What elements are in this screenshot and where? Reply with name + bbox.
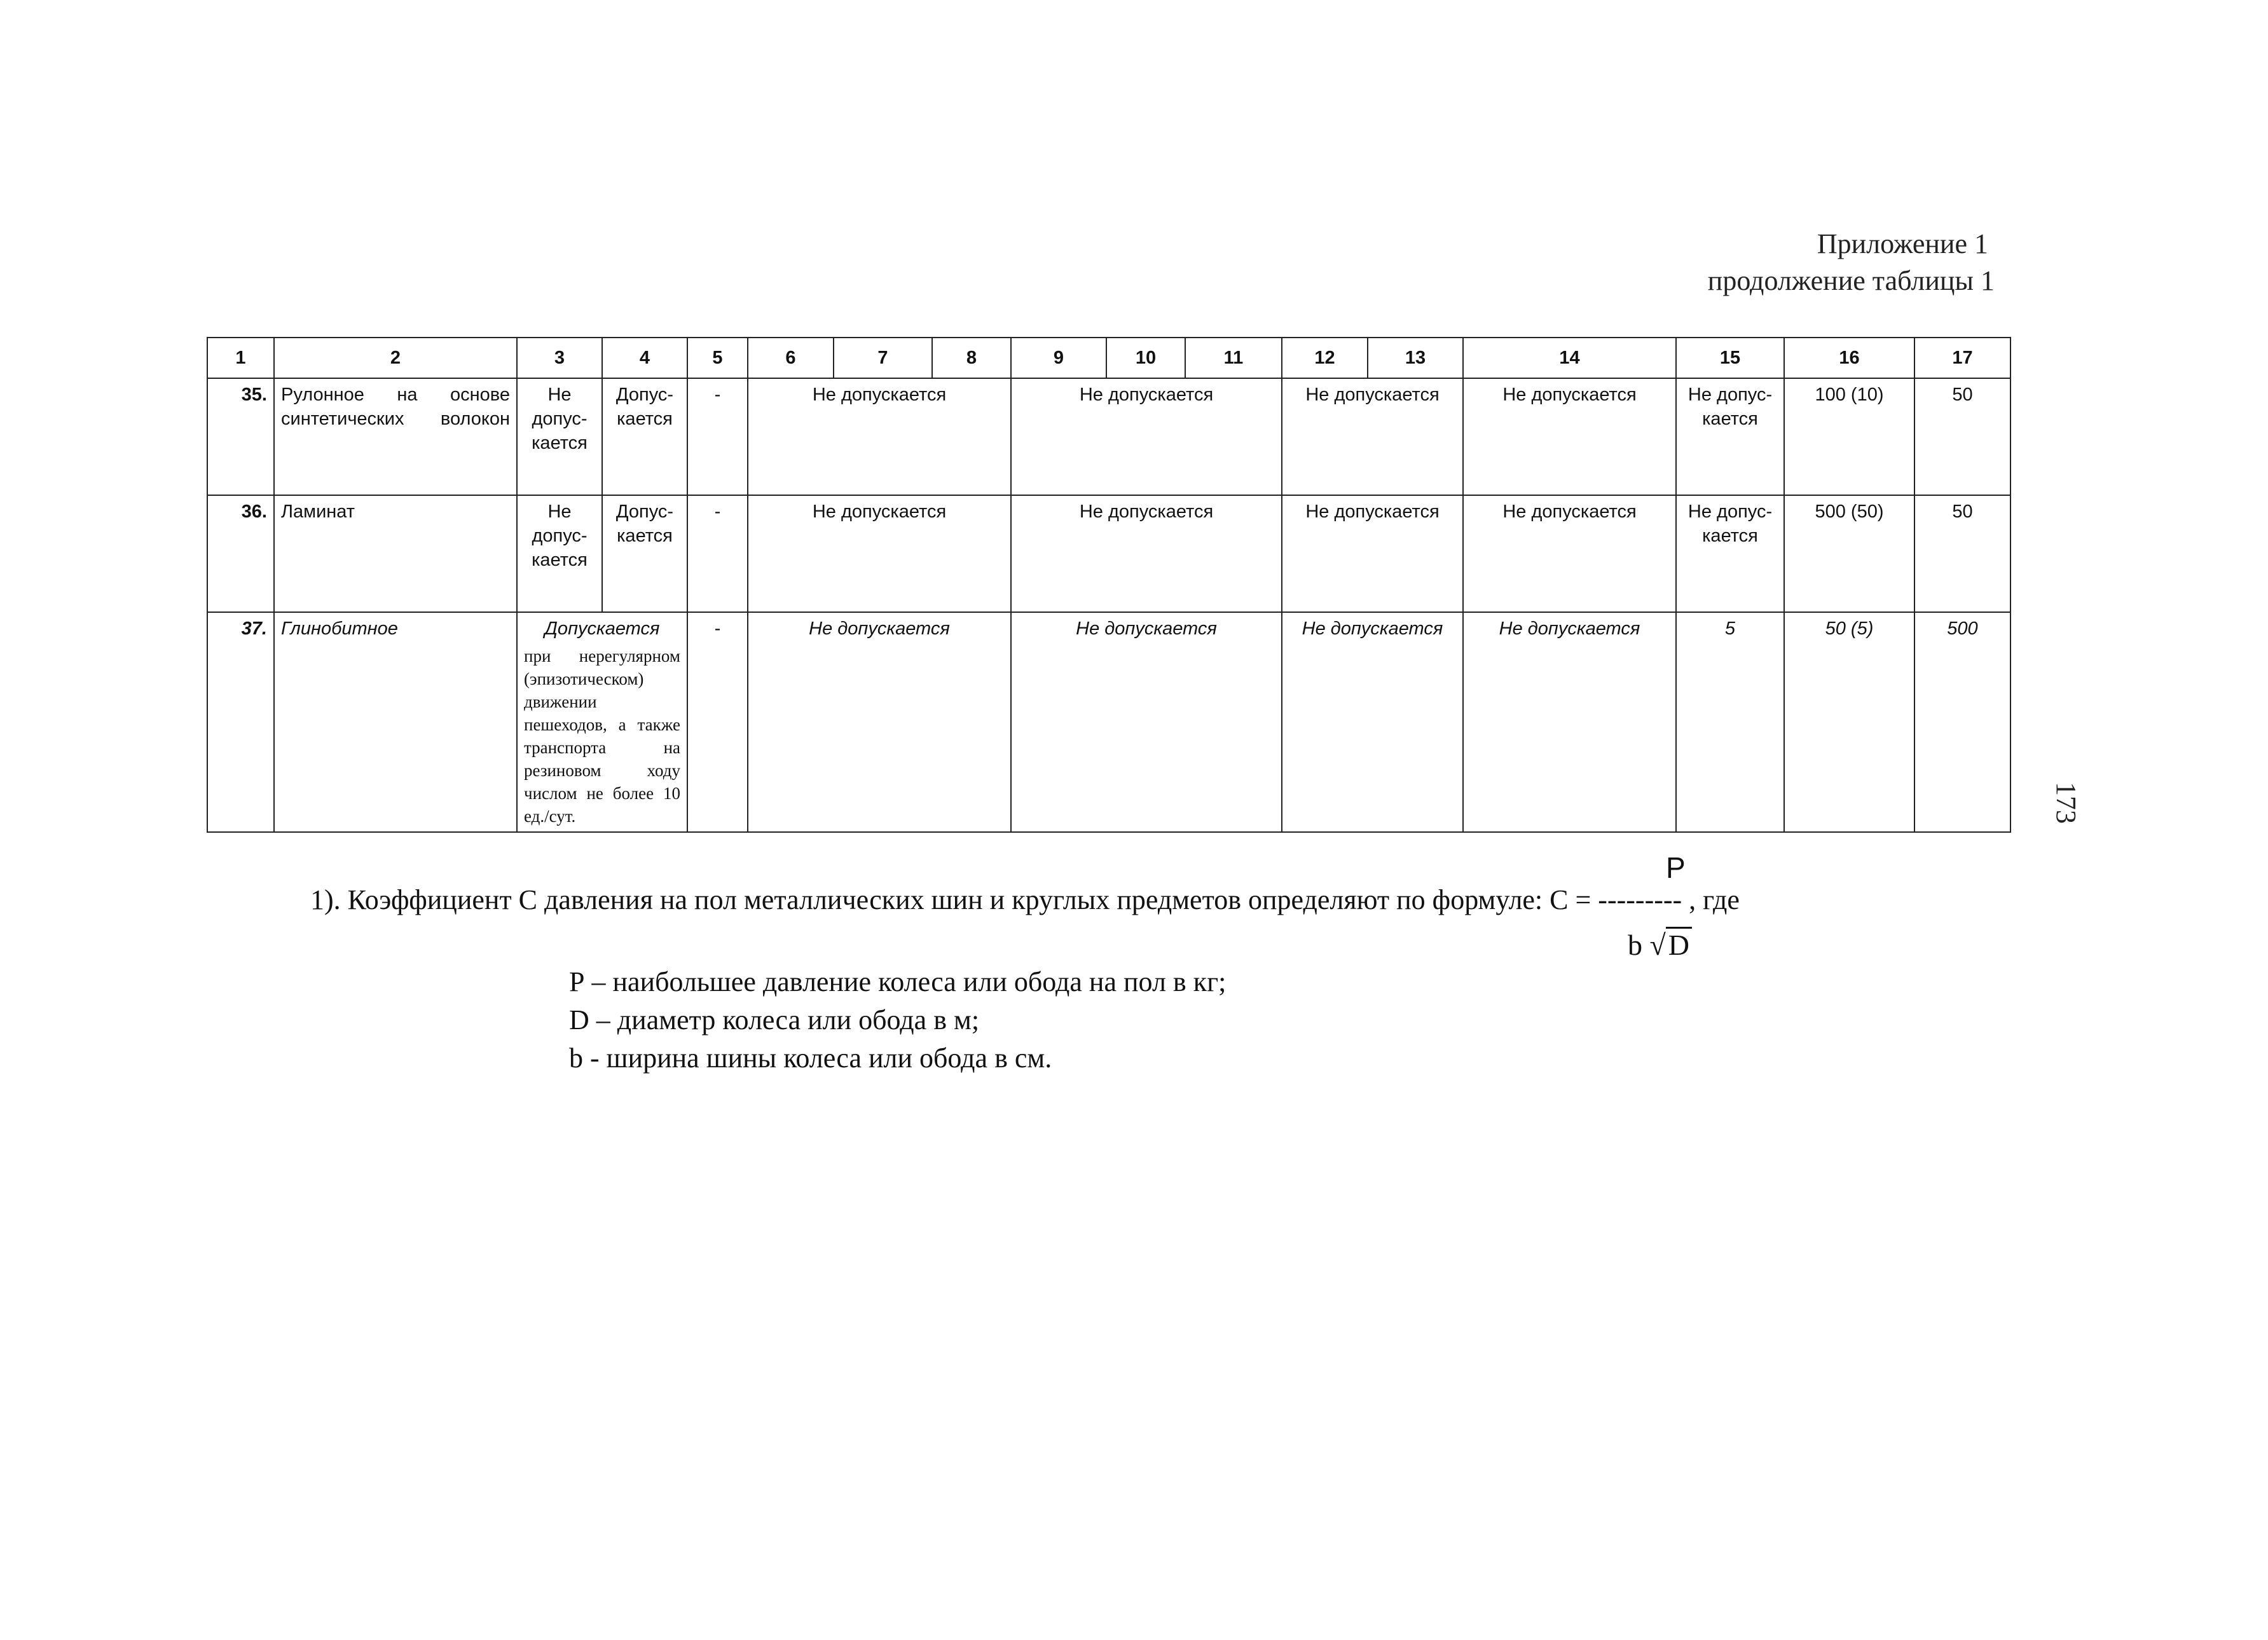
appendix-header (1707, 226, 1995, 299)
sqrt-symbol: √ (1649, 929, 1666, 961)
cell-c17: 500 (1914, 612, 2010, 832)
col-number: 12 (1282, 338, 1368, 378)
cell-c14: Не допускается (1463, 378, 1676, 495)
col-number: 7 (834, 338, 932, 378)
cell-c3-4-note: при нерегулярном (эпизотическом) движении пешеходов, а также транспорта на резиновом ходу числом не более 10 ед./сут. (524, 646, 680, 826)
cell-c12-13: Не допускается (1282, 378, 1463, 495)
cell-c5: - (687, 378, 748, 495)
page-number: 173 (2051, 782, 2082, 824)
col-number: 4 (602, 338, 687, 378)
col-number: 17 (1914, 338, 2010, 378)
cell-c16: 50 (5) (1784, 612, 1914, 832)
cell-c4: Допус-кается (602, 495, 687, 612)
cell-c15: Не допус-кается (1676, 378, 1784, 495)
cell-c14: Не допускается (1463, 495, 1676, 612)
row-number: 36. (207, 495, 274, 612)
col-number: 11 (1185, 338, 1282, 378)
cell-c16: 500 (50) (1784, 495, 1914, 612)
definition-p: Р – наибольшее давление колеса или обода на пол в кг; (569, 966, 1227, 997)
col-number: 6 (748, 338, 834, 378)
col-number: 5 (687, 338, 748, 378)
table-row (207, 495, 2010, 612)
row-number: 35. (207, 378, 274, 495)
cell-c5: - (687, 612, 748, 832)
footnote-text: 1). Коэффициент С давления на пол металлических шин и круглых предметов определяют по формуле: С = --------- , где (310, 884, 1740, 915)
col-number: 2 (274, 338, 517, 378)
cell-c16: 100 (10) (1784, 378, 1914, 495)
col-number: 15 (1676, 338, 1784, 378)
col-number: 16 (1784, 338, 1914, 378)
definition-d: D – диаметр колеса или обода в м; (569, 1004, 980, 1035)
material-name: Глинобитное (274, 612, 517, 832)
cell-c6-8: Не допускается (748, 378, 1011, 495)
col-number: 3 (517, 338, 602, 378)
cell-c15: Не допус-кается (1676, 495, 1784, 612)
variable-definitions (569, 963, 1226, 1077)
cell-c3: Не допус-кается (517, 495, 602, 612)
col-number: 8 (932, 338, 1011, 378)
cell-c4: Допус-кается (602, 378, 687, 495)
row-number: 37. (207, 612, 274, 832)
cell-c12-13: Не допускается (1282, 612, 1463, 832)
cell-c3: Не допус-кается (517, 378, 602, 495)
cell-c5: - (687, 495, 748, 612)
material-name: Ламинат (274, 495, 517, 612)
table-row (207, 378, 2010, 495)
flooring-table (207, 337, 2011, 833)
col-number: 14 (1463, 338, 1676, 378)
cell-c17: 50 (1914, 378, 2010, 495)
col-number: 1 (207, 338, 274, 378)
appendix-title: Приложение 1 (1817, 228, 1988, 259)
cell-c12-13: Не допускается (1282, 495, 1463, 612)
formula-numerator: P (1666, 851, 1686, 884)
table-row (207, 612, 2010, 832)
col-number: 9 (1011, 338, 1106, 378)
cell-c6-8: Не допускается (748, 495, 1011, 612)
formula-denominator (1628, 928, 1692, 962)
col-number: 10 (1106, 338, 1185, 378)
col-number: 13 (1368, 338, 1463, 378)
cell-c15: 5 (1676, 612, 1784, 832)
cell-c9-11: Не допускается (1011, 495, 1282, 612)
formula-b: b (1628, 929, 1642, 961)
column-number-row (207, 338, 2010, 378)
material-name: Рулонное на основе синтетических волокон (274, 378, 517, 495)
table-continuation-label: продолжение таблицы 1 (1707, 265, 1995, 296)
cell-c9-11: Не допускается (1011, 378, 1282, 495)
cell-c3-4 (517, 612, 687, 832)
cell-c6-8: Не допускается (748, 612, 1011, 832)
cell-c14: Не допускается (1463, 612, 1676, 832)
cell-c17: 50 (1914, 495, 2010, 612)
cell-c9-11: Не допускается (1011, 612, 1282, 832)
cell-c3-4-value: Допускается (544, 618, 660, 639)
formula-d: D (1666, 927, 1692, 961)
definition-b: b - ширина шины колеса или обода в см. (569, 1042, 1052, 1074)
